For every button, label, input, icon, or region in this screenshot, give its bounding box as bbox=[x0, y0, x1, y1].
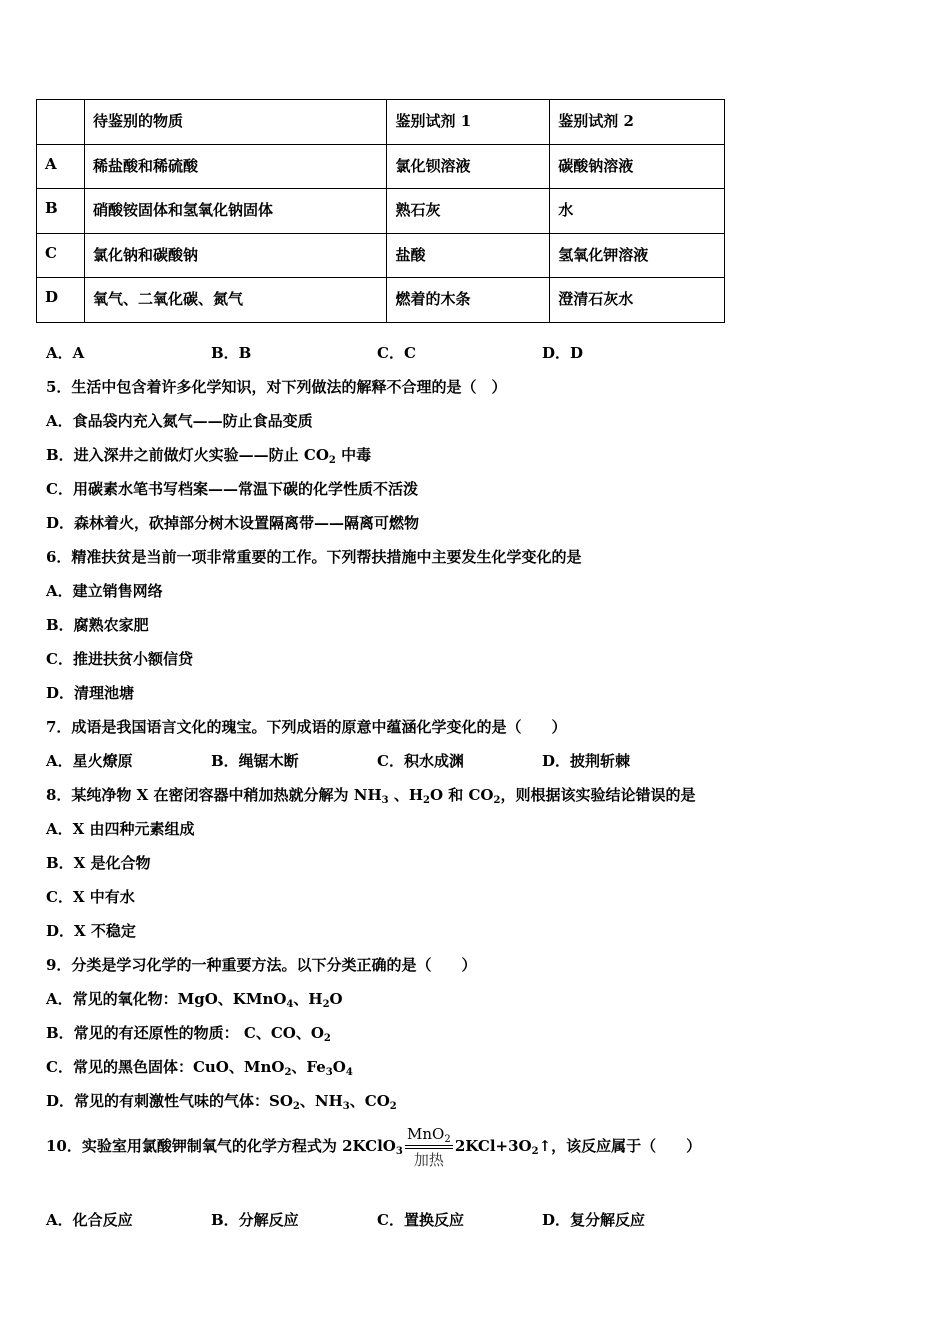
q7-option-b[interactable]: B．绳锯木断 bbox=[211, 752, 299, 770]
table-cell: 氧气、二氧化碳、氮气 bbox=[84, 278, 387, 323]
q8-option-d[interactable]: D．X 不稳定 bbox=[46, 922, 136, 940]
q8-stem: 8．某纯净物 X 在密闭容器中稍加热就分解为 $NH_3$ 、$H_2O$ 和 $CO_2$，则根据该实验结论错误的是 bbox=[46, 786, 696, 806]
q6-option-a[interactable]: A．建立销售网络 bbox=[46, 582, 163, 600]
q7-option-a[interactable]: A．星火燎原 bbox=[46, 752, 133, 770]
table-cell: 氯化钡溶液 bbox=[387, 144, 550, 189]
table-cell: 氢氧化钾溶液 bbox=[550, 233, 725, 278]
q10-option-c[interactable]: C．置换反应 bbox=[377, 1211, 464, 1229]
table-header-cell: 鉴别试剂 1 bbox=[387, 100, 550, 145]
table-row bbox=[37, 278, 725, 323]
q7-option-d[interactable]: D．披荆斩棘 bbox=[542, 752, 631, 770]
table-row bbox=[37, 189, 725, 234]
table-cell: 熟石灰 bbox=[387, 189, 550, 234]
q6-option-c[interactable]: C．推进扶贫小额信贷 bbox=[46, 650, 193, 668]
table-cell: B bbox=[37, 189, 85, 234]
reaction-condition: $\frac{MnO_2}{\text{加热}}$ bbox=[405, 1125, 453, 1169]
table-cell: D bbox=[37, 278, 85, 323]
q8-option-a[interactable]: A．X 由四种元素组成 bbox=[46, 820, 195, 838]
q9-option-b[interactable]: B．常见的有还原性的物质： C、CO、$O_2$ bbox=[46, 1024, 331, 1044]
table-cell: 稀盐酸和稀硫酸 bbox=[84, 144, 387, 189]
q4-option-b[interactable]: B．B bbox=[211, 344, 252, 362]
q9-option-d[interactable]: D．常见的有刺激性气味的气体：$SO_2$、$NH_3$、$CO_2$ bbox=[46, 1092, 397, 1112]
table-cell: 碳酸钠溶液 bbox=[550, 144, 725, 189]
table-row bbox=[37, 233, 725, 278]
q9-stem: 9．分类是学习化学的一种重要方法。以下分类正确的是（ ） bbox=[46, 956, 477, 974]
table-row bbox=[37, 144, 725, 189]
q5-option-b[interactable]: B．进入深井之前做灯火实验——防止 $CO_2$ 中毒 bbox=[46, 446, 372, 466]
q10-option-a[interactable]: A．化合反应 bbox=[46, 1211, 133, 1229]
q10-option-b[interactable]: B．分解反应 bbox=[211, 1211, 299, 1229]
q5-option-a[interactable]: A．食品袋内充入氮气——防止食品变质 bbox=[46, 412, 313, 430]
q9-option-a[interactable]: A．常见的氧化物：MgO、KMnO$_4$、$H_2O$ bbox=[46, 990, 343, 1010]
q5-stem: 5．生活中包含着许多化学知识，对下列做法的解释不合理的是（ ） bbox=[46, 378, 507, 396]
table-header-cell bbox=[37, 100, 85, 145]
table-cell: 澄清石灰水 bbox=[550, 278, 725, 323]
q8-option-c[interactable]: C．X 中有水 bbox=[46, 888, 135, 906]
q10-option-d[interactable]: D．复分解反应 bbox=[542, 1211, 646, 1229]
q9-option-c[interactable]: C．常见的黑色固体：CuO、MnO$_2$、$Fe_3O_4$ bbox=[46, 1058, 353, 1078]
q6-option-b[interactable]: B．腐熟农家肥 bbox=[46, 616, 149, 634]
q7-option-c[interactable]: C．积水成渊 bbox=[377, 752, 464, 770]
q4-option-d[interactable]: D．D bbox=[542, 344, 584, 362]
identification-table bbox=[36, 99, 725, 323]
table-cell: 氯化钠和碳酸钠 bbox=[84, 233, 387, 278]
table-header-cell: 待鉴别的物质 bbox=[84, 100, 387, 145]
q4-option-c[interactable]: C．C bbox=[377, 344, 416, 362]
table-cell: A bbox=[37, 144, 85, 189]
q4-option-a[interactable]: A．A bbox=[46, 344, 85, 362]
q5-option-c[interactable]: C．用碳素水笔书写档案——常温下碳的化学性质不活泼 bbox=[46, 480, 418, 498]
q6-stem: 6．精准扶贫是当前一项非常重要的工作。下列帮扶措施中主要发生化学变化的是 bbox=[46, 548, 582, 566]
q6-option-d[interactable]: D．清理池塘 bbox=[46, 684, 135, 702]
equals-sign bbox=[405, 1145, 453, 1149]
table-cell: C bbox=[37, 233, 85, 278]
q10-stem: 10．实验室用氯酸钾制氧气的化学方程式为 2KClO$_3$ $\frac{MnO_2}{\text{加热}}$ $2KCl+3O_2↑$，该反应属于（ ） bbox=[46, 1125, 702, 1169]
table-cell: 燃着的木条 bbox=[387, 278, 550, 323]
table-cell: 水 bbox=[550, 189, 725, 234]
table-cell: 盐酸 bbox=[387, 233, 550, 278]
table-header-row bbox=[37, 100, 725, 145]
q8-option-b[interactable]: B．X 是化合物 bbox=[46, 854, 151, 872]
q7-stem: 7．成语是我国语言文化的瑰宝。下列成语的原意中蕴涵化学变化的是（ ） bbox=[46, 718, 567, 736]
table-cell: 硝酸铵固体和氢氧化钠固体 bbox=[84, 189, 387, 234]
q5-option-d[interactable]: D．森林着火，砍掉部分树木设置隔离带——隔离可燃物 bbox=[46, 514, 420, 532]
table-header-cell: 鉴别试剂 2 bbox=[550, 100, 725, 145]
